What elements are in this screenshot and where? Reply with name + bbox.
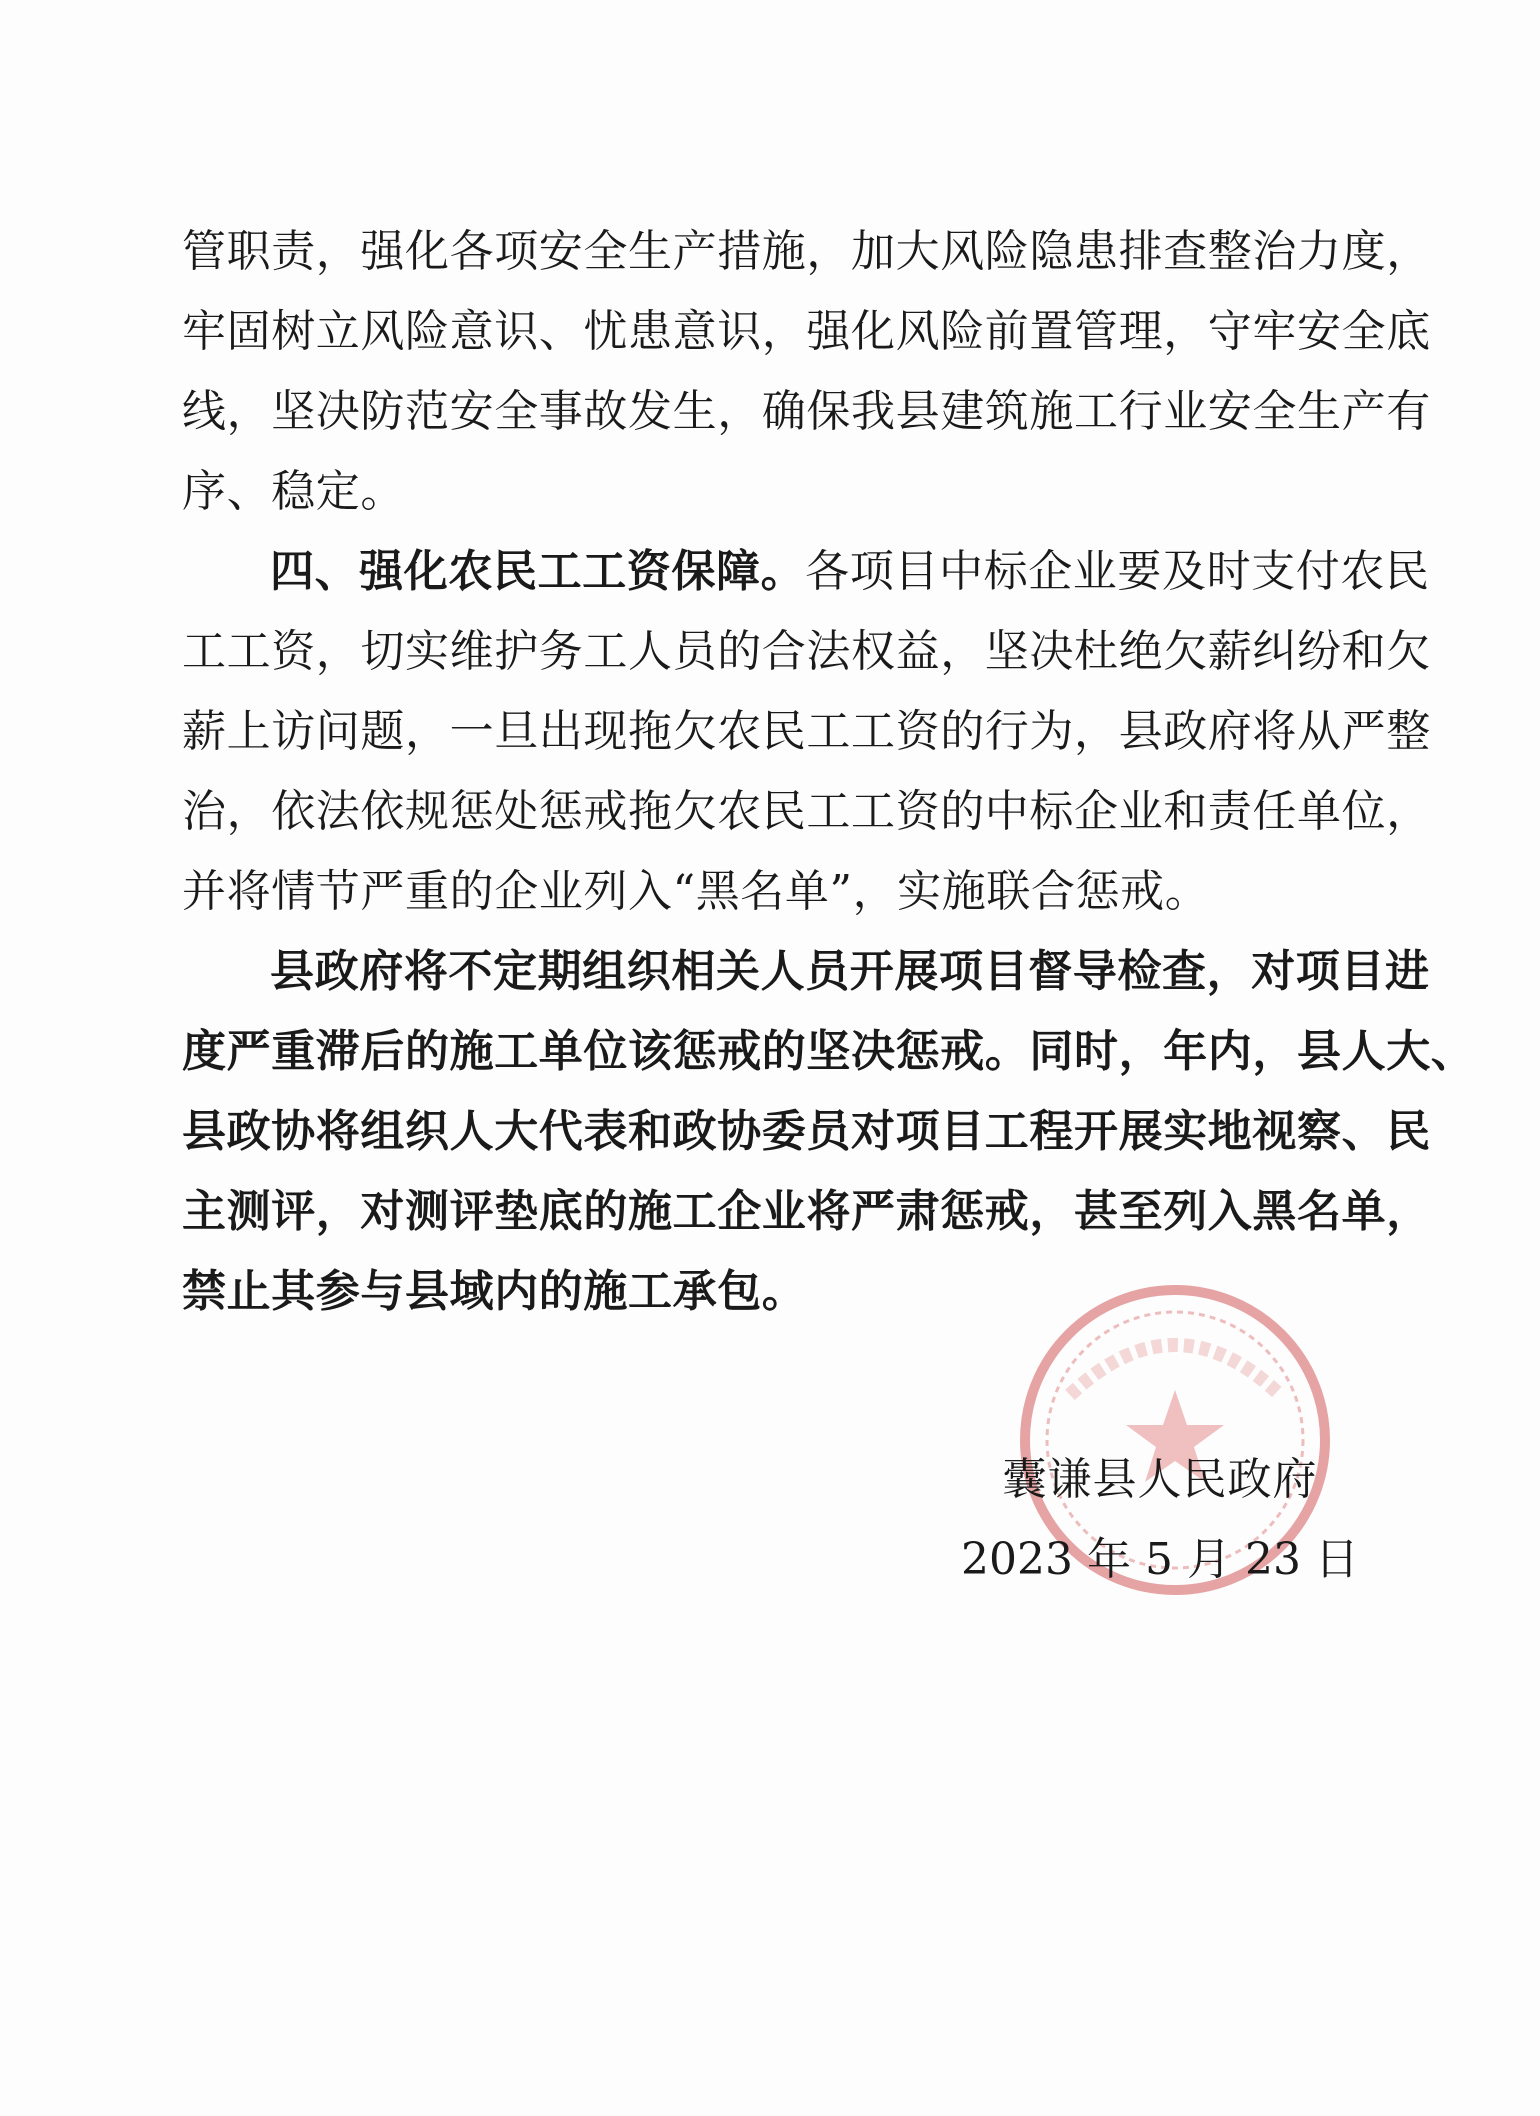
paragraph-1-line-3: 线，坚决防范安全事故发生，确保我县建筑施工行业安全生产有 bbox=[182, 386, 1431, 437]
paragraph-1-line-4: 序、稳定。 bbox=[182, 466, 405, 517]
paragraph-2-line-2: 工工资，切实维护务工人员的合法权益，坚决杜绝欠薪纠纷和欠 bbox=[182, 626, 1431, 677]
paragraph-3-line-1: 县政府将不定期组织相关人员开展项目督导检查，对项目进 bbox=[270, 946, 1430, 997]
document-body bbox=[182, 212, 1476, 1332]
paragraph-2-line-5: 并将情节严重的企业列入“黑名单”，实施联合惩戒。 bbox=[182, 866, 1210, 917]
paragraph-2-line-1 bbox=[182, 532, 1430, 612]
paragraph-1-line-2: 牢固树立风险意识、忧患意识，强化风险前置管理，守牢安全底 bbox=[182, 306, 1431, 357]
paragraph-2-line-4: 治，依法依规惩处惩戒拖欠农民工工资的中标企业和责任单位， bbox=[182, 786, 1431, 837]
paragraph-2-line-1-rest: 各项目中标企业要及时支付农民 bbox=[805, 546, 1430, 597]
section-four-heading: 四、强化农民工工资保障。 bbox=[270, 546, 806, 597]
paragraph-3-line-2: 度严重滞后的施工单位该惩戒的坚决惩戒。同时，年内，县人大、 bbox=[182, 1026, 1476, 1077]
signature-block bbox=[960, 1440, 1360, 1600]
paragraph-3-line-4: 主测评，对测评垫底的施工企业将严肃惩戒，甚至列入黑名单， bbox=[182, 1186, 1431, 1237]
paragraph-2-line-3: 薪上访问题，一旦出现拖欠农民工工资的行为，县政府将从严整 bbox=[182, 706, 1431, 757]
issuing-organization: 囊谦县人民政府 bbox=[1002, 1454, 1318, 1505]
issue-date: 2023 年 5 月 23 日 bbox=[961, 1534, 1359, 1585]
paragraph-3-line-5: 禁止其参与县域内的施工承包。 bbox=[182, 1266, 807, 1317]
paragraph-1-line-1: 管职责，强化各项安全生产措施，加大风险隐患排查整治力度， bbox=[182, 226, 1431, 277]
paragraph-3-line-3: 县政协将组织人大代表和政协委员对项目工程开展实地视察、民 bbox=[182, 1106, 1431, 1157]
